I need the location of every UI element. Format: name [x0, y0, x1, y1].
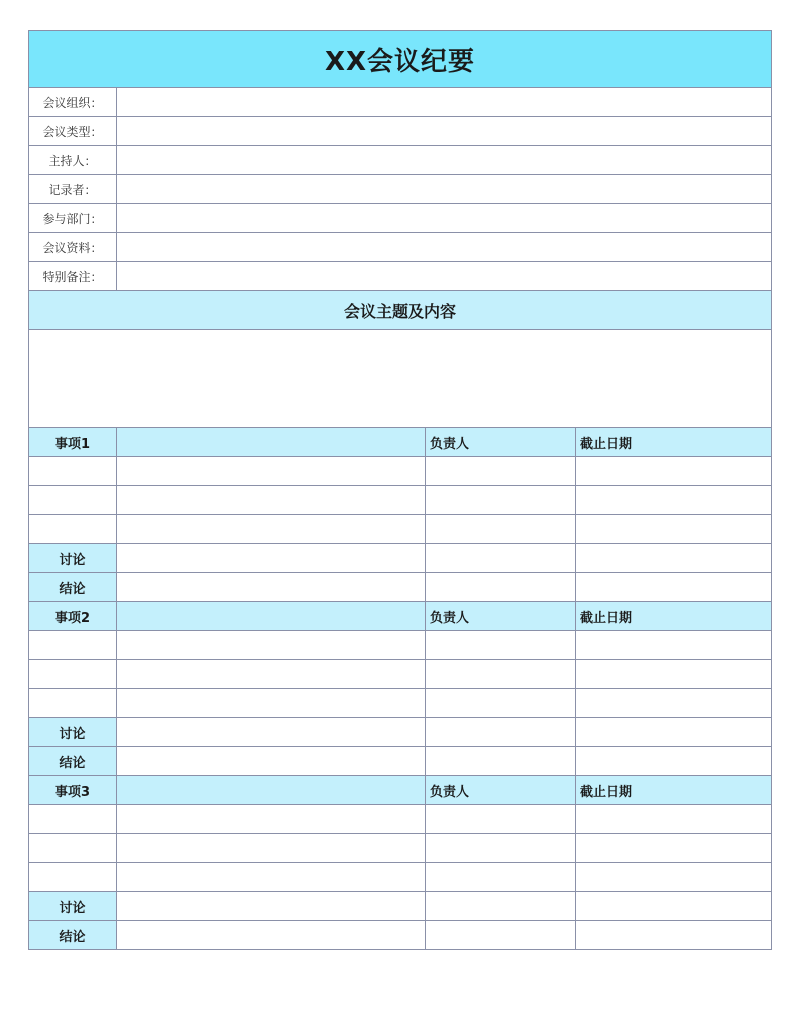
item-3-row [29, 863, 772, 892]
label-organizer: 会议组织： [29, 88, 117, 117]
item-1-conclusion-label: 结论 [29, 573, 117, 602]
item-2-header-cell [117, 602, 426, 631]
value-notes[interactable] [117, 262, 772, 291]
item-1-owner-header: 负责人 [426, 428, 576, 457]
minutes-table [28, 30, 772, 950]
value-recorder[interactable] [117, 175, 772, 204]
label-host: 主持人： [29, 146, 117, 175]
item-2-owner-header: 负责人 [426, 602, 576, 631]
section-title: 会议主题及内容 [29, 291, 772, 330]
value-meeting-type[interactable] [117, 117, 772, 146]
item-2-deadline-header: 截止日期 [576, 602, 772, 631]
value-host[interactable] [117, 146, 772, 175]
item-3-owner-header: 负责人 [426, 776, 576, 805]
page-title: XX会议纪要 [29, 31, 772, 88]
item-2-conclusion-label: 结论 [29, 747, 117, 776]
item-3-label: 事项3 [29, 776, 117, 805]
item-3-discussion-label: 讨论 [29, 892, 117, 921]
item-1-row [29, 515, 772, 544]
item-2-row [29, 689, 772, 718]
label-departments: 参与部门： [29, 204, 117, 233]
item-3-conclusion-label: 结论 [29, 921, 117, 950]
item-1-row [29, 486, 772, 515]
item-3-deadline-header: 截止日期 [576, 776, 772, 805]
label-meeting-type: 会议类型： [29, 117, 117, 146]
item-1-deadline-header: 截止日期 [576, 428, 772, 457]
value-organizer[interactable] [117, 88, 772, 117]
label-materials: 会议资料： [29, 233, 117, 262]
value-departments[interactable] [117, 204, 772, 233]
label-notes: 特别备注： [29, 262, 117, 291]
item-2-label: 事项2 [29, 602, 117, 631]
item-1-label: 事项1 [29, 428, 117, 457]
item-2-row [29, 660, 772, 689]
item-2-discussion-label: 讨论 [29, 718, 117, 747]
meeting-minutes-sheet [28, 30, 771, 950]
label-recorder: 记录者： [29, 175, 117, 204]
item-2-row [29, 631, 772, 660]
item-1-discussion-label: 讨论 [29, 544, 117, 573]
item-3-row [29, 834, 772, 863]
item-3-header-cell [117, 776, 426, 805]
item-3-row [29, 805, 772, 834]
item-1-header-cell [117, 428, 426, 457]
topic-content-area[interactable] [29, 330, 772, 428]
item-1-row [29, 457, 772, 486]
value-materials[interactable] [117, 233, 772, 262]
